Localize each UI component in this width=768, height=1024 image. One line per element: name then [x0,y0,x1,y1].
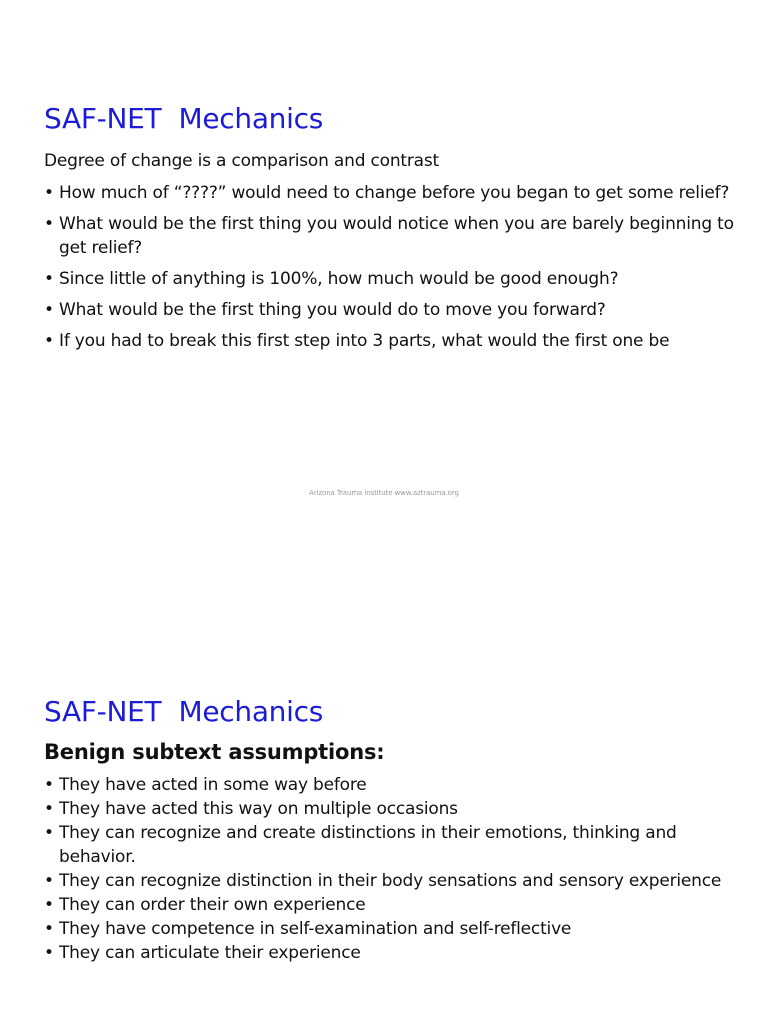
bullet-icon: • [44,269,54,289]
list-item-text: They can recognize and create distinctions in their emotions, thinking and behavior. [59,823,677,867]
bullet-icon: • [44,823,54,843]
list-item [44,797,744,821]
bullet-icon: • [44,214,54,234]
bullet-icon: • [44,895,54,915]
list-item [44,917,744,941]
bullet-list [44,181,744,360]
slide-footer: Arizona Trauma institute www.aztrauma.org [309,489,459,497]
list-item-text: Since little of anything is 100%, how much would be good enough? [59,269,619,289]
list-item-text: What would be the first thing you would notice when you are barely beginning to get relief? [59,214,734,258]
list-item [44,329,744,353]
list-item-text: They can recognize distinction in their body sensations and sensory experience [59,871,722,891]
list-item-text: They can articulate their experience [59,943,361,963]
bullet-icon: • [44,919,54,939]
list-item [44,941,744,965]
slide-2 [0,598,768,1024]
slide-title: SAF-NET Mechanics [44,695,323,728]
list-item-text: They have competence in self-examination and self-reflective [59,919,572,939]
bullet-icon: • [44,331,54,351]
list-item [44,869,744,893]
list-item-text: What would be the first thing you would do to move you forward? [59,300,606,320]
list-item-text: They have acted this way on multiple occasions [59,799,458,819]
bullet-icon: • [44,775,54,795]
list-item-text: They have acted in some way before [59,775,367,795]
list-item [44,267,744,291]
slide-intro: Degree of change is a comparison and contrast [44,151,440,171]
bullet-icon: • [44,943,54,963]
bullet-icon: • [44,799,54,819]
slide-subheading: Benign subtext assumptions: [44,740,385,764]
slide-title: SAF-NET Mechanics [44,102,323,135]
list-item [44,773,744,797]
list-item [44,893,744,917]
list-item-text: How much of “????” would need to change before you began to get some relief? [59,183,730,203]
bullet-icon: • [44,183,54,203]
list-item [44,821,744,869]
list-item-text: If you had to break this first step into 3 parts, what would the first one be [59,331,670,351]
list-item [44,298,744,322]
bullet-list [44,773,744,965]
list-item [44,181,744,205]
bullet-icon: • [44,300,54,320]
bullet-icon: • [44,871,54,891]
list-item-text: They can order their own experience [59,895,366,915]
list-item [44,212,744,260]
